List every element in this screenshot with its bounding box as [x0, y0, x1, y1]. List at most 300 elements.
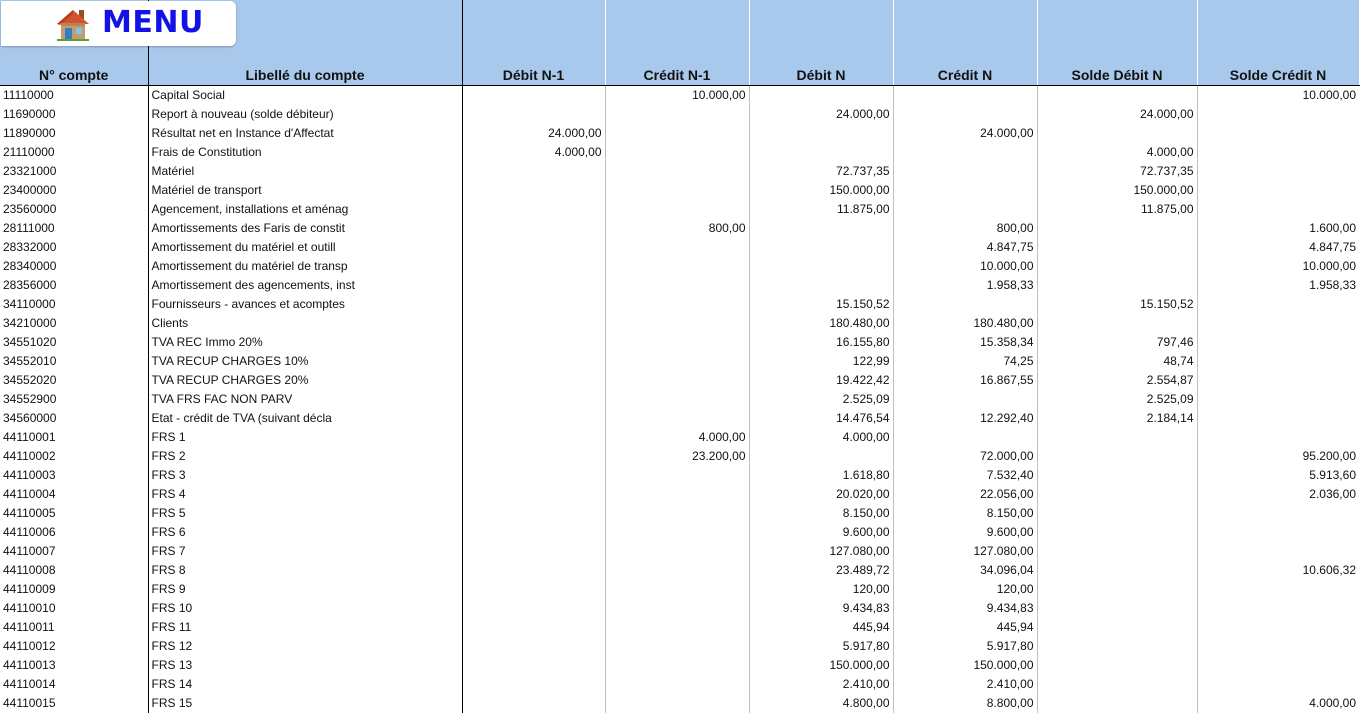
- cell-debit-n[interactable]: 4.800,00: [749, 694, 893, 713]
- cell-debit-n[interactable]: [749, 86, 893, 106]
- house-icon: [53, 7, 93, 41]
- cell-account-label[interactable]: Agencement, installations et aménag: [148, 200, 462, 219]
- cell-debit-n1[interactable]: [462, 656, 605, 675]
- cell-balance-debit-n[interactable]: [1037, 618, 1197, 637]
- cell-account-label[interactable]: FRS 6: [148, 523, 462, 542]
- cell-account-number[interactable]: 34552010: [0, 352, 148, 371]
- cell-balance-credit-n[interactable]: [1197, 637, 1359, 656]
- cell-credit-n1[interactable]: [605, 162, 749, 181]
- cell-balance-debit-n[interactable]: [1037, 314, 1197, 333]
- table-row: [0, 447, 1359, 466]
- cell-balance-credit-n[interactable]: [1197, 523, 1359, 542]
- cell-balance-debit-n[interactable]: [1037, 523, 1197, 542]
- cell-balance-debit-n[interactable]: [1037, 428, 1197, 447]
- cell-balance-debit-n[interactable]: 11.875,00: [1037, 200, 1197, 219]
- cell-balance-debit-n[interactable]: [1037, 86, 1197, 106]
- cell-credit-n[interactable]: 445,94: [893, 618, 1037, 637]
- cell-credit-n1[interactable]: [605, 580, 749, 599]
- col-header-debit-n1[interactable]: Débit N-1: [462, 0, 605, 86]
- cell-balance-debit-n[interactable]: 24.000,00: [1037, 105, 1197, 124]
- cell-debit-n1[interactable]: [462, 580, 605, 599]
- cell-account-label[interactable]: FRS 13: [148, 656, 462, 675]
- cell-account-number[interactable]: 28111000: [0, 219, 148, 238]
- cell-account-number[interactable]: 44110014: [0, 675, 148, 694]
- table-row: [0, 637, 1359, 656]
- col-header-credit-n1[interactable]: Crédit N-1: [605, 0, 749, 86]
- cell-balance-credit-n[interactable]: [1197, 371, 1359, 390]
- cell-account-number[interactable]: 28340000: [0, 257, 148, 276]
- cell-account-label[interactable]: TVA RECUP CHARGES 20%: [148, 371, 462, 390]
- cell-account-number[interactable]: 44110002: [0, 447, 148, 466]
- cell-account-number[interactable]: 11890000: [0, 124, 148, 143]
- cell-account-label[interactable]: Amortissements des Faris de constit: [148, 219, 462, 238]
- table-row: [0, 105, 1359, 124]
- cell-credit-n[interactable]: 1.958,33: [893, 276, 1037, 295]
- cell-balance-debit-n[interactable]: [1037, 466, 1197, 485]
- cell-balance-debit-n[interactable]: 48,74: [1037, 352, 1197, 371]
- cell-debit-n1[interactable]: [462, 390, 605, 409]
- cell-credit-n1[interactable]: [605, 618, 749, 637]
- cell-credit-n1[interactable]: [605, 314, 749, 333]
- cell-credit-n[interactable]: 150.000,00: [893, 656, 1037, 675]
- cell-debit-n1[interactable]: [462, 238, 605, 257]
- cell-balance-credit-n[interactable]: [1197, 656, 1359, 675]
- cell-balance-credit-n[interactable]: [1197, 504, 1359, 523]
- cell-balance-debit-n[interactable]: [1037, 124, 1197, 143]
- cell-balance-credit-n[interactable]: [1197, 162, 1359, 181]
- table-row: [0, 371, 1359, 390]
- cell-account-label[interactable]: FRS 15: [148, 694, 462, 713]
- cell-credit-n[interactable]: [893, 295, 1037, 314]
- cell-credit-n[interactable]: [893, 143, 1037, 162]
- cell-credit-n1[interactable]: 10.000,00: [605, 86, 749, 106]
- cell-account-label[interactable]: FRS 11: [148, 618, 462, 637]
- cell-debit-n1[interactable]: [462, 295, 605, 314]
- cell-account-number[interactable]: 44110001: [0, 428, 148, 447]
- cell-balance-debit-n[interactable]: [1037, 257, 1197, 276]
- cell-credit-n1[interactable]: [605, 352, 749, 371]
- menu-label: MENU: [102, 5, 204, 40]
- cell-debit-n1[interactable]: [462, 447, 605, 466]
- cell-credit-n1[interactable]: [605, 371, 749, 390]
- cell-credit-n1[interactable]: [605, 200, 749, 219]
- cell-debit-n[interactable]: [749, 143, 893, 162]
- cell-debit-n1[interactable]: [462, 371, 605, 390]
- cell-account-label[interactable]: FRS 5: [148, 504, 462, 523]
- cell-account-label[interactable]: FRS 12: [148, 637, 462, 656]
- cell-credit-n1[interactable]: 23.200,00: [605, 447, 749, 466]
- cell-debit-n1[interactable]: [462, 257, 605, 276]
- cell-credit-n[interactable]: [893, 390, 1037, 409]
- cell-account-number[interactable]: 44110003: [0, 466, 148, 485]
- table-row: [0, 428, 1359, 447]
- cell-credit-n[interactable]: 5.917,80: [893, 637, 1037, 656]
- col-header-credit-n[interactable]: Crédit N: [893, 0, 1037, 86]
- table-row: [0, 352, 1359, 371]
- cell-credit-n[interactable]: 15.358,34: [893, 333, 1037, 352]
- cell-credit-n[interactable]: [893, 105, 1037, 124]
- cell-debit-n[interactable]: 16.155,80: [749, 333, 893, 352]
- cell-account-number[interactable]: 34210000: [0, 314, 148, 333]
- cell-balance-debit-n[interactable]: 72.737,35: [1037, 162, 1197, 181]
- cell-balance-credit-n[interactable]: 4.847,75: [1309, 240, 1356, 254]
- cell-credit-n1[interactable]: [605, 238, 749, 257]
- cell-account-number[interactable]: 23400000: [0, 181, 148, 200]
- cell-balance-debit-n[interactable]: 797,46: [1037, 333, 1197, 352]
- cell-balance-debit-n[interactable]: [1037, 276, 1197, 295]
- cell-credit-n[interactable]: 4.847,75: [893, 238, 1037, 257]
- cell-debit-n1[interactable]: [462, 162, 605, 181]
- table-row: [0, 219, 1359, 238]
- cell-account-label[interactable]: FRS 9: [148, 580, 462, 599]
- cell-account-number[interactable]: 34560000: [0, 409, 148, 428]
- cell-credit-n1[interactable]: [605, 561, 749, 580]
- cell-account-number[interactable]: 44110010: [0, 599, 148, 618]
- menu-button[interactable]: [1, 1, 236, 46]
- cell-account-number[interactable]: 44110007: [0, 542, 148, 561]
- cell-debit-n[interactable]: 2.410,00: [749, 675, 893, 694]
- cell-account-number[interactable]: 34552020: [0, 371, 148, 390]
- cell-account-number[interactable]: 44110005: [0, 504, 148, 523]
- cell-account-label[interactable]: FRS 7: [148, 542, 462, 561]
- table-row: [0, 618, 1359, 637]
- col-header-balance-debit-n[interactable]: Solde Débit N: [1037, 0, 1197, 86]
- cell-balance-credit-n[interactable]: 1.958,33: [1309, 278, 1356, 292]
- cell-credit-n1[interactable]: [605, 295, 749, 314]
- cell-balance-debit-n[interactable]: [1037, 675, 1197, 694]
- cell-credit-n1[interactable]: [605, 276, 749, 295]
- cell-credit-n1[interactable]: 4.000,00: [605, 428, 749, 447]
- cell-balance-debit-n[interactable]: 2.554,87: [1037, 371, 1197, 390]
- cell-debit-n[interactable]: 122,99: [749, 352, 893, 371]
- col-header-balance-credit-n[interactable]: Solde Crédit N: [1197, 0, 1359, 86]
- cell-debit-n1[interactable]: [462, 675, 605, 694]
- cell-credit-n1[interactable]: [605, 105, 749, 124]
- cell-debit-n[interactable]: 24.000,00: [749, 105, 893, 124]
- cell-debit-n[interactable]: [749, 447, 893, 466]
- cell-balance-debit-n[interactable]: [1037, 637, 1197, 656]
- cell-debit-n[interactable]: 9.600,00: [749, 523, 893, 542]
- cell-credit-n[interactable]: 24.000,00: [893, 124, 1037, 143]
- cell-debit-n1[interactable]: [462, 352, 605, 371]
- cell-balance-credit-n[interactable]: [1197, 542, 1359, 561]
- cell-credit-n1[interactable]: [605, 124, 749, 143]
- cell-balance-debit-n[interactable]: [1037, 504, 1197, 523]
- cell-credit-n1[interactable]: [605, 637, 749, 656]
- table-row: [0, 561, 1359, 580]
- cell-balance-credit-n[interactable]: 10.000,00: [1302, 259, 1356, 273]
- cell-balance-debit-n[interactable]: [1037, 447, 1197, 466]
- cell-balance-debit-n[interactable]: 4.000,00: [1037, 143, 1197, 162]
- table-row: [0, 599, 1359, 618]
- cell-debit-n1[interactable]: [462, 637, 605, 656]
- cell-debit-n[interactable]: [749, 238, 893, 257]
- table-row: [0, 124, 1359, 143]
- cell-balance-debit-n[interactable]: 2.184,14: [1037, 409, 1197, 428]
- cell-debit-n[interactable]: [749, 124, 893, 143]
- cell-account-label[interactable]: FRS 3: [148, 466, 462, 485]
- cell-debit-n[interactable]: 19.422,42: [749, 371, 893, 390]
- cell-debit-n1[interactable]: [462, 504, 605, 523]
- cell-credit-n1[interactable]: [605, 181, 749, 200]
- cell-credit-n[interactable]: 74,25: [893, 352, 1037, 371]
- cell-balance-credit-n[interactable]: [1197, 675, 1359, 694]
- cell-credit-n[interactable]: [893, 181, 1037, 200]
- table-row: [0, 162, 1359, 181]
- cell-account-label[interactable]: Frais de Constitution: [148, 143, 462, 162]
- cell-credit-n1[interactable]: [605, 694, 749, 713]
- cell-account-label[interactable]: TVA RECUP CHARGES 10%: [148, 352, 462, 371]
- cell-credit-n1[interactable]: [605, 409, 749, 428]
- cell-credit-n[interactable]: 8.150,00: [893, 504, 1037, 523]
- cell-credit-n1[interactable]: [605, 333, 749, 352]
- cell-credit-n[interactable]: 9.434,83: [893, 599, 1037, 618]
- cell-credit-n1[interactable]: [605, 390, 749, 409]
- cell-balance-credit-n[interactable]: 95.200,00: [1302, 449, 1356, 463]
- cell-credit-n[interactable]: 800,00: [893, 219, 1037, 238]
- cell-debit-n[interactable]: [749, 257, 893, 276]
- cell-debit-n1[interactable]: [462, 219, 605, 238]
- cell-balance-debit-n[interactable]: [1037, 580, 1197, 599]
- cell-debit-n1[interactable]: [462, 86, 605, 106]
- cell-debit-n[interactable]: 8.150,00: [749, 504, 893, 523]
- table-row: [0, 143, 1359, 162]
- cell-debit-n[interactable]: 150.000,00: [749, 181, 893, 200]
- cell-account-number[interactable]: 44110006: [0, 523, 148, 542]
- table-row: [0, 580, 1359, 599]
- cell-credit-n1[interactable]: [605, 542, 749, 561]
- cell-balance-credit-n[interactable]: [1197, 599, 1359, 618]
- cell-account-label[interactable]: FRS 10: [148, 599, 462, 618]
- cell-account-label[interactable]: Amortissement du matériel de transp: [148, 257, 462, 276]
- cell-account-number[interactable]: 44110015: [0, 694, 148, 713]
- cell-credit-n1[interactable]: 800,00: [605, 219, 749, 238]
- table-row: [0, 390, 1359, 409]
- cell-balance-credit-n[interactable]: [1197, 428, 1359, 447]
- cell-credit-n[interactable]: 127.080,00: [893, 542, 1037, 561]
- cell-balance-debit-n[interactable]: [1037, 656, 1197, 675]
- cell-balance-debit-n[interactable]: 15.150,52: [1037, 295, 1197, 314]
- cell-debit-n[interactable]: 23.489,72: [749, 561, 893, 580]
- cell-debit-n1[interactable]: [462, 181, 605, 200]
- cell-account-label[interactable]: Report à nouveau (solde débiteur): [148, 105, 462, 124]
- table-row: [0, 542, 1359, 561]
- cell-debit-n[interactable]: 150.000,00: [749, 656, 893, 675]
- cell-account-number[interactable]: 44110004: [0, 485, 148, 504]
- cell-debit-n1[interactable]: [462, 105, 605, 124]
- table-row: [0, 523, 1359, 542]
- cell-credit-n[interactable]: 12.292,40: [893, 409, 1037, 428]
- cell-credit-n[interactable]: 22.056,00: [893, 485, 1037, 504]
- cell-credit-n1[interactable]: [605, 523, 749, 542]
- cell-debit-n[interactable]: 2.525,09: [749, 390, 893, 409]
- cell-debit-n1[interactable]: [462, 200, 605, 219]
- cell-debit-n[interactable]: 445,94: [749, 618, 893, 637]
- cell-account-label[interactable]: TVA REC Immo 20%: [148, 333, 462, 352]
- cell-balance-credit-n[interactable]: [1197, 409, 1359, 428]
- cell-debit-n1[interactable]: [462, 542, 605, 561]
- cell-debit-n[interactable]: 72.737,35: [749, 162, 893, 181]
- cell-account-number[interactable]: 28356000: [0, 276, 148, 295]
- cell-account-number[interactable]: 44110013: [0, 656, 148, 675]
- cell-debit-n1[interactable]: 4.000,00: [462, 143, 605, 162]
- cell-credit-n[interactable]: [893, 162, 1037, 181]
- cell-debit-n[interactable]: 15.150,52: [749, 295, 893, 314]
- cell-credit-n1[interactable]: [605, 466, 749, 485]
- cell-credit-n[interactable]: 72.000,00: [893, 447, 1037, 466]
- table-row: [0, 181, 1359, 200]
- cell-credit-n1[interactable]: [605, 143, 749, 162]
- cell-debit-n1[interactable]: [462, 523, 605, 542]
- cell-account-label[interactable]: FRS 1: [148, 428, 462, 447]
- cell-balance-credit-n[interactable]: [1197, 143, 1359, 162]
- cell-balance-debit-n[interactable]: [1037, 219, 1197, 238]
- cell-balance-debit-n[interactable]: [1037, 542, 1197, 561]
- cell-credit-n[interactable]: 7.532,40: [893, 466, 1037, 485]
- cell-account-label[interactable]: Matériel: [148, 162, 462, 181]
- cell-balance-credit-n[interactable]: 10.606,32: [1302, 563, 1356, 577]
- cell-balance-credit-n[interactable]: [1197, 618, 1359, 637]
- cell-debit-n1[interactable]: [462, 561, 605, 580]
- cell-debit-n[interactable]: 11.875,00: [749, 200, 893, 219]
- cell-balance-credit-n[interactable]: [1197, 352, 1359, 371]
- cell-credit-n1[interactable]: [605, 504, 749, 523]
- cell-account-label[interactable]: Amortissement du matériel et outill: [148, 238, 462, 257]
- cell-credit-n[interactable]: 16.867,55: [893, 371, 1037, 390]
- cell-debit-n[interactable]: 20.020,00: [749, 485, 893, 504]
- cell-balance-credit-n[interactable]: 4.000,00: [1309, 696, 1356, 710]
- cell-account-label[interactable]: Amortissement des agencements, inst: [148, 276, 462, 295]
- cell-debit-n[interactable]: 14.476,54: [749, 409, 893, 428]
- cell-credit-n[interactable]: [893, 428, 1037, 447]
- cell-account-label[interactable]: TVA FRS FAC NON PARV: [148, 390, 462, 409]
- cell-debit-n1[interactable]: [462, 694, 605, 713]
- cell-balance-credit-n[interactable]: [1197, 181, 1359, 200]
- cell-balance-credit-n[interactable]: [1197, 200, 1359, 219]
- cell-credit-n1[interactable]: [605, 485, 749, 504]
- cell-debit-n[interactable]: 180.480,00: [749, 314, 893, 333]
- cell-account-number[interactable]: 34110000: [0, 295, 148, 314]
- cell-debit-n[interactable]: 9.434,83: [749, 599, 893, 618]
- cell-account-number[interactable]: 28332000: [0, 238, 148, 257]
- cell-balance-credit-n[interactable]: [1197, 124, 1359, 143]
- cell-account-number[interactable]: 21110000: [0, 143, 148, 162]
- cell-credit-n1[interactable]: [605, 656, 749, 675]
- cell-debit-n1[interactable]: [462, 485, 605, 504]
- cell-balance-debit-n[interactable]: [1037, 694, 1197, 713]
- cell-debit-n[interactable]: 120,00: [749, 580, 893, 599]
- cell-balance-credit-n[interactable]: [1197, 580, 1359, 599]
- cell-debit-n1[interactable]: [462, 599, 605, 618]
- cell-balance-credit-n[interactable]: [1197, 295, 1359, 314]
- cell-account-label[interactable]: Résultat net en Instance d'Affectat: [148, 124, 462, 143]
- cell-debit-n[interactable]: [749, 276, 893, 295]
- cell-account-number[interactable]: 44110009: [0, 580, 148, 599]
- col-header-debit-n[interactable]: Débit N: [749, 0, 893, 86]
- cell-debit-n1[interactable]: 24.000,00: [462, 124, 605, 143]
- cell-credit-n[interactable]: 2.410,00: [893, 675, 1037, 694]
- cell-balance-debit-n[interactable]: 150.000,00: [1037, 181, 1197, 200]
- cell-account-number[interactable]: 23560000: [0, 200, 148, 219]
- cell-credit-n1[interactable]: [605, 257, 749, 276]
- table-row: [0, 295, 1359, 314]
- cell-account-number[interactable]: 23321000: [0, 162, 148, 181]
- cell-account-label[interactable]: FRS 2: [148, 447, 462, 466]
- table-row: [0, 200, 1359, 219]
- cell-balance-debit-n[interactable]: [1037, 561, 1197, 580]
- cell-debit-n1[interactable]: [462, 276, 605, 295]
- cell-balance-credit-n[interactable]: [1197, 390, 1359, 409]
- cell-balance-credit-n[interactable]: 2.036,00: [1309, 487, 1356, 501]
- cell-credit-n[interactable]: [893, 86, 1037, 106]
- cell-balance-debit-n[interactable]: 2.525,09: [1037, 390, 1197, 409]
- cell-balance-credit-n[interactable]: [1197, 105, 1359, 124]
- table-row: [0, 656, 1359, 675]
- cell-balance-credit-n[interactable]: [1197, 314, 1359, 333]
- cell-debit-n[interactable]: [749, 219, 893, 238]
- cell-credit-n[interactable]: 34.096,04: [893, 561, 1037, 580]
- cell-account-number[interactable]: 34551020: [0, 333, 148, 352]
- cell-account-number[interactable]: 34552900: [0, 390, 148, 409]
- cell-account-label[interactable]: Capital Social: [148, 86, 462, 106]
- col-header-account-label[interactable]: Libellé du compte: [148, 0, 462, 86]
- cell-balance-credit-n[interactable]: [1197, 333, 1359, 352]
- cell-account-number[interactable]: 11690000: [0, 105, 148, 124]
- cell-credit-n[interactable]: 180.480,00: [893, 314, 1037, 333]
- cell-balance-credit-n[interactable]: 1.600,00: [1309, 221, 1356, 235]
- cell-debit-n1[interactable]: [462, 333, 605, 352]
- cell-debit-n1[interactable]: [462, 428, 605, 447]
- cell-credit-n[interactable]: 10.000,00: [893, 257, 1037, 276]
- cell-account-number[interactable]: 44110008: [0, 561, 148, 580]
- cell-credit-n[interactable]: 8.800,00: [893, 694, 1037, 713]
- cell-credit-n[interactable]: 120,00: [893, 580, 1037, 599]
- cell-debit-n[interactable]: 127.080,00: [749, 542, 893, 561]
- cell-balance-debit-n[interactable]: [1037, 238, 1197, 257]
- cell-account-label[interactable]: Fournisseurs - avances et acomptes: [148, 295, 462, 314]
- cell-debit-n[interactable]: 4.000,00: [749, 428, 893, 447]
- cell-debit-n1[interactable]: [462, 618, 605, 637]
- cell-account-label[interactable]: Etat - crédit de TVA (suivant décla: [148, 409, 462, 428]
- cell-credit-n1[interactable]: [605, 675, 749, 694]
- cell-debit-n1[interactable]: [462, 314, 605, 333]
- table-row: [0, 675, 1359, 694]
- cell-account-label[interactable]: Clients: [148, 314, 462, 333]
- cell-debit-n[interactable]: 1.618,80: [749, 466, 893, 485]
- cell-account-number[interactable]: 44110011: [0, 618, 148, 637]
- cell-account-number[interactable]: 44110012: [0, 637, 148, 656]
- table-row: [0, 694, 1359, 713]
- cell-credit-n1[interactable]: [605, 599, 749, 618]
- cell-balance-debit-n[interactable]: [1037, 599, 1197, 618]
- cell-debit-n1[interactable]: [462, 409, 605, 428]
- cell-credit-n[interactable]: [893, 200, 1037, 219]
- cell-account-label[interactable]: FRS 8: [148, 561, 462, 580]
- cell-balance-credit-n[interactable]: 10.000,00: [1302, 88, 1356, 102]
- col-header-account-number[interactable]: N° compte: [0, 0, 148, 86]
- cell-credit-n[interactable]: 9.600,00: [893, 523, 1037, 542]
- cell-debit-n1[interactable]: [462, 466, 605, 485]
- cell-account-label[interactable]: FRS 4: [148, 485, 462, 504]
- cell-account-label[interactable]: Matériel de transport: [148, 181, 462, 200]
- table-row: [0, 86, 1359, 106]
- cell-balance-debit-n[interactable]: [1037, 485, 1197, 504]
- cell-account-number[interactable]: 11110000: [0, 86, 148, 106]
- cell-debit-n[interactable]: 5.917,80: [749, 637, 893, 656]
- cell-account-label[interactable]: FRS 14: [148, 675, 462, 694]
- cell-balance-credit-n[interactable]: 5.913,60: [1309, 468, 1356, 482]
- table-row: [0, 314, 1359, 333]
